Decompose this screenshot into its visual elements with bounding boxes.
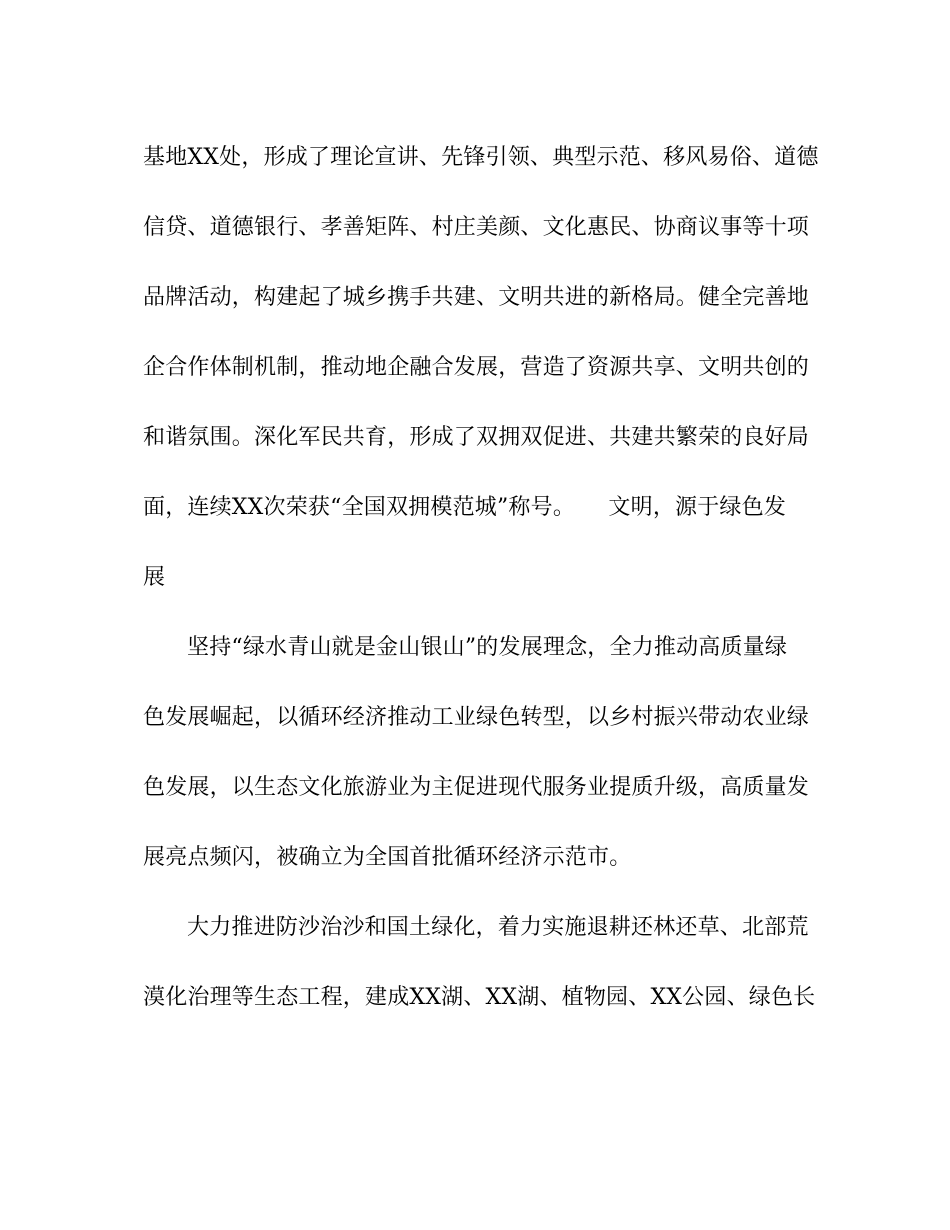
section-heading-tail: 展 [143, 565, 166, 590]
text-line: 企合作体制机制，推动地企融合发展，营造了资源共享、文明共创的 [143, 355, 810, 380]
text-line: 基地XX处，形成了理论宣讲、先锋引领、典型示范、移风易俗、道德 [143, 145, 819, 170]
text-line: 漠化治理等生态工程，建成XX湖、XX湖、植物园、XX公园、绿色长 [143, 985, 816, 1010]
text-line: 展亮点频闪，被确立为全国首批循环经济示范市。 [143, 845, 632, 870]
text-line: 色发展，以生态文化旅游业为主促进现代服务业提质升级，高质量发 [143, 775, 810, 800]
text-line: 和谐氛围。深化军民共育，形成了双拥双促进、共建共繁荣的良好局 [143, 425, 810, 450]
text-line: 信贷、道德银行、孝善矩阵、村庄美颜、文化惠民、协商议事等十项 [143, 215, 810, 240]
text-line: 品牌活动，构建起了城乡携手共建、文明共进的新格局。健全完善地 [143, 285, 810, 310]
text-line: 面，连续XX次荣获“全国双拥模范城”称号。 文明，源于绿色发 [143, 495, 787, 520]
text-line: 色发展崛起，以循环经济推动工业绿色转型，以乡村振兴带动农业绿 [143, 705, 810, 730]
paragraph-start-line: 大力推进防沙治沙和国土绿化，着力实施退耕还林还草、北部荒 [187, 915, 809, 940]
paragraph-start-line: 坚持“绿水青山就是金山银山”的发展理念，全力推动高质量绿 [187, 635, 788, 660]
